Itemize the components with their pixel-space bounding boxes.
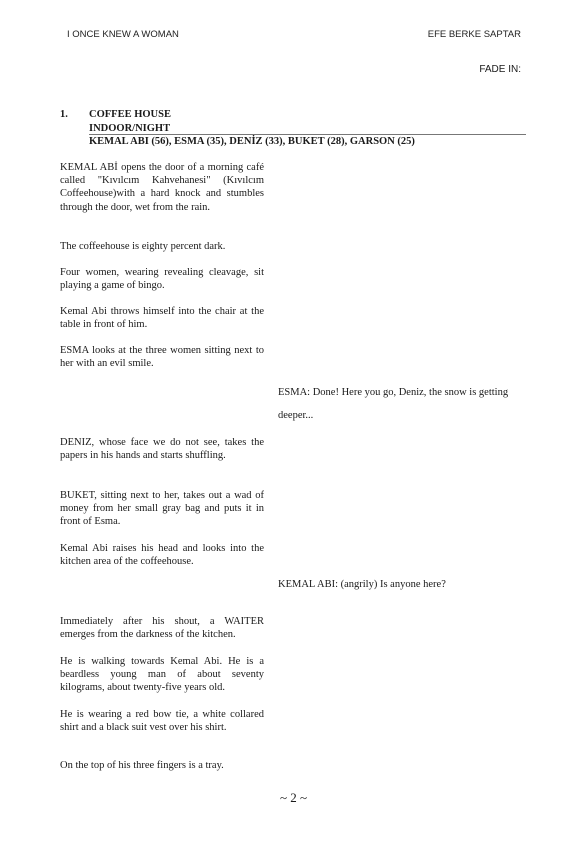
action-paragraph: ESMA looks at the three women sitting next to her with an evil smile. [60,345,264,370]
action-paragraph: BUKET, sitting next to her, takes out a wad of money from her small gray bag and puts it in front of Esma. [60,490,264,528]
header-title: I ONCE KNEW A WOMAN [67,29,179,40]
action-paragraph: Kemal Abi throws himself into the chair at the table in front of him. [60,306,264,331]
dialogue-kemal-abi: KEMAL ABI: (angrily) Is anyone here? [278,579,446,590]
action-paragraph: He is walking towards Kemal Abi. He is a beardless young man of about seventy kilograms, about twenty-five years old. [60,656,264,694]
transition-fade-in: FADE IN: [479,64,521,75]
page-number: ~ 2 ~ [279,790,308,805]
action-paragraph: Four women, wearing revealing cleavage, sit playing a game of bingo. [60,267,264,292]
scene-number: 1. [60,109,68,120]
action-paragraph: Kemal Abi raises his head and looks into the kitchen area of the coffeehouse. [60,543,264,568]
scene-time: INDOOR/NIGHT [89,122,171,134]
scene-heading [60,108,526,149]
scene-cast: KEMAL ABI (56), ESMA (35), DENİZ (33), BUKET (28), GARSON (25) [89,136,415,147]
action-paragraph: He is wearing a red bow tie, a white collared shirt and a black suit vest over his shirt. [60,709,264,734]
scene-location: COFFEE HOUSE [89,109,171,120]
header-author: EFE BERKE SAPTAR [427,29,521,40]
action-paragraph: On the top of his three fingers is a tray. [60,760,224,771]
action-paragraph: KEMAL ABİ opens the door of a morning café called "Kıvılcım Kahvehanesi" (Kıvılcım Coffeehouse)with a hard knock and stumbles through the door, wet from the rain. [60,162,264,213]
action-paragraph: The coffeehouse is eighty percent dark. [60,241,226,252]
action-paragraph: Immediately after his shout, a WAITER emerges from the darkness of the kitchen. [60,616,264,641]
dialogue-esma: ESMA: Done! Here you go, Deniz, the snow is getting deeper... [278,387,509,421]
action-paragraph: DENIZ, whose face we do not see, takes the papers in his hands and starts shuffling. [60,437,264,462]
scene-divider [89,134,526,135]
